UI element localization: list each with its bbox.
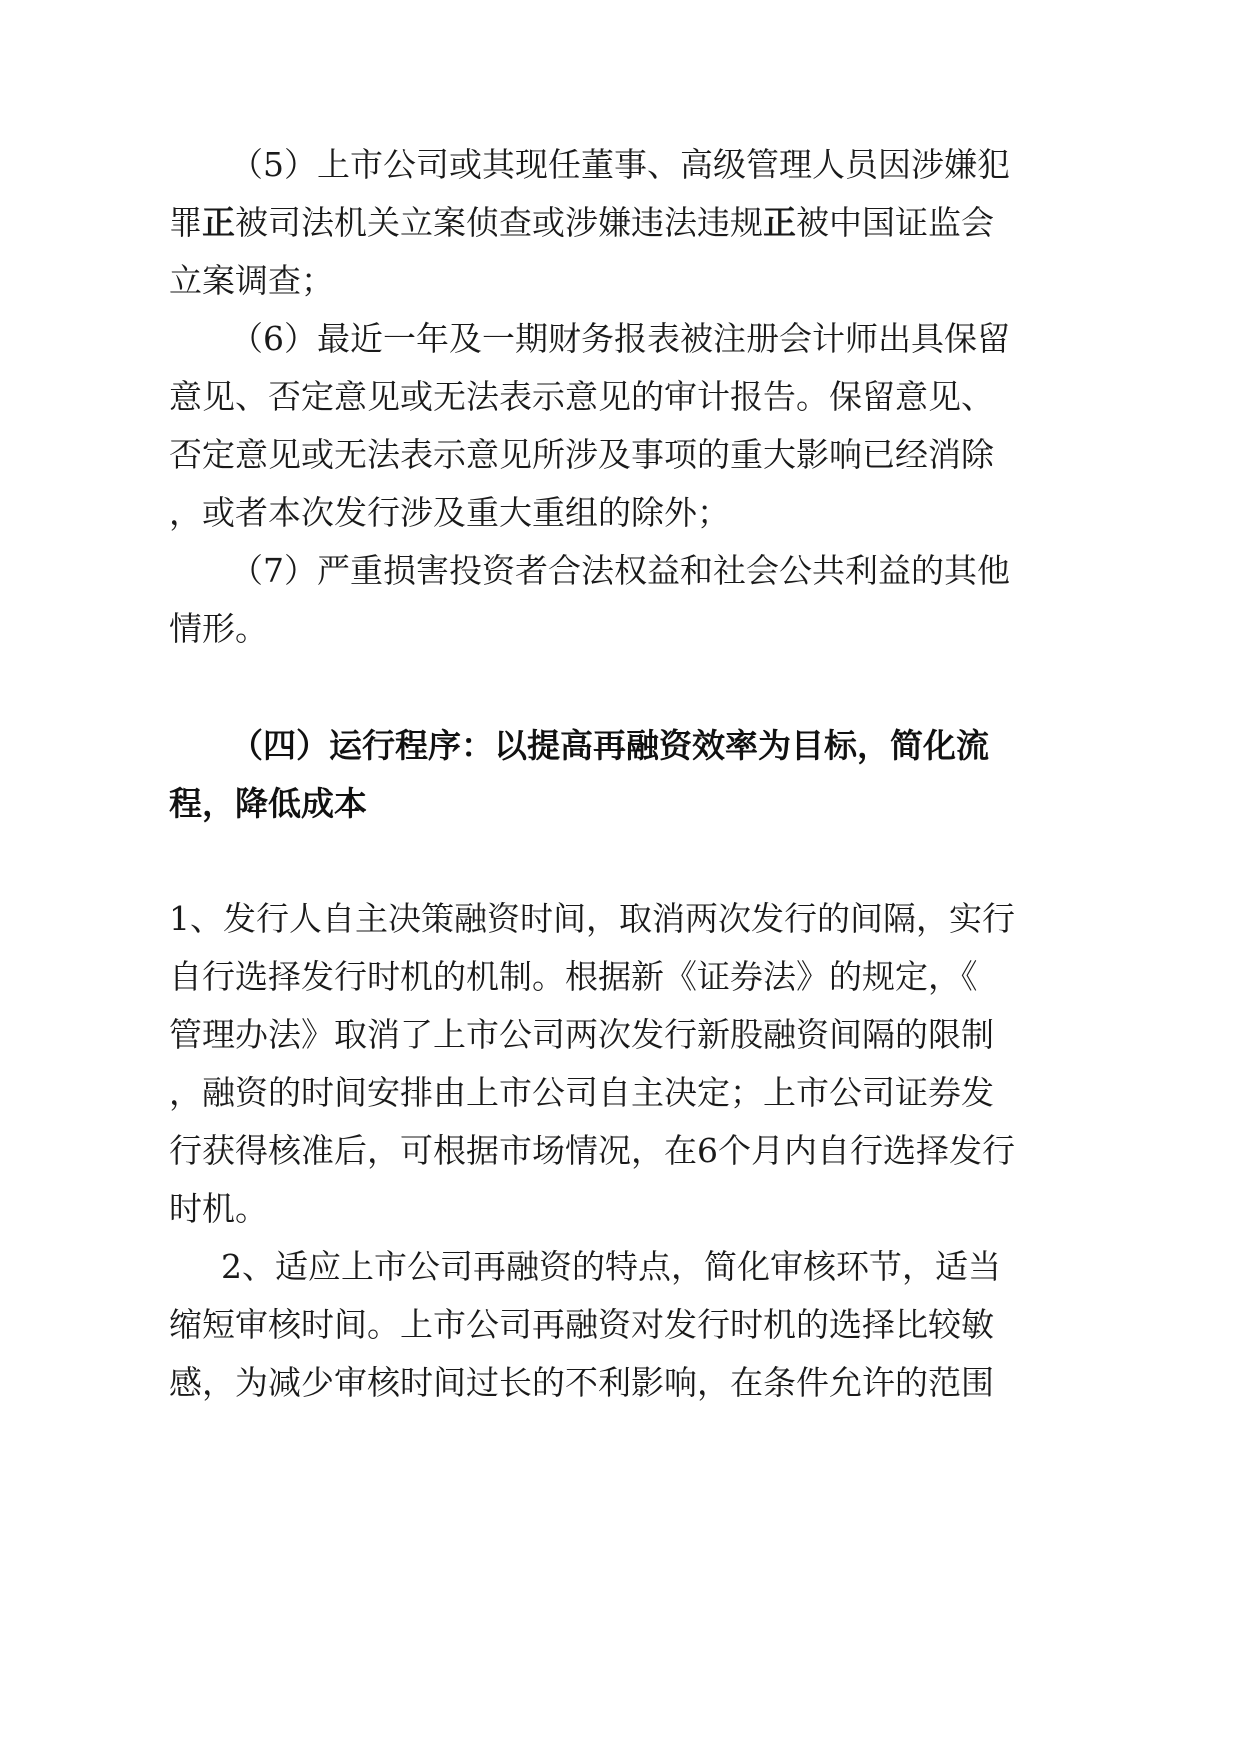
item7-line1: （7）严重损害投资者合法权益和社会公共利益的其他 [230,551,1010,590]
item6-line2: 意见、否定意见或无法表示意见的审计报告。保留意见、 [169,377,994,416]
item5-line2-c: 被司法机关立案侦查或涉嫌违法违规 [235,203,763,242]
point1-line1: 1、发行人自主决策融资时间，取消两次发行的间隔，实行 [169,899,1015,938]
item5-line2-emphasis-1: 正 [202,203,235,242]
point2-line1: 2、适应上市公司再融资的特点，简化审核环节，适当 [221,1247,1001,1286]
point1-line4: ，融资的时间安排由上市公司自主决定；上市公司证券发 [169,1073,994,1112]
point2-line3: 感，为减少审核时间过长的不利影响，在条件允许的范围 [169,1363,994,1402]
item5-line2-emphasis-2: 正 [763,203,796,242]
item5-line2-a: 罪 [169,203,202,242]
item5-line3: 立案调查； [169,261,334,300]
point1-line3: 管理办法》取消了上市公司两次发行新股融资间隔的限制 [169,1015,994,1054]
item6-line4: ，或者本次发行涉及重大重组的除外； [169,493,730,532]
point1-line2: 自行选择发行时机的机制。根据新《证券法》的规定，《 [169,957,978,996]
section-heading-line1: （四）运行程序：以提高再融资效率为目标，简化流 [230,726,989,765]
item6-line3: 否定意见或无法表示意见所涉及事项的重大影响已经消除 [169,435,994,474]
point2-line2: 缩短审核时间。上市公司再融资对发行时机的选择比较敏 [169,1305,994,1344]
item6-line1: （6）最近一年及一期财务报表被注册会计师出具保留 [230,319,1010,358]
item5-line2-e: 被中国证监会 [796,203,994,242]
section-heading-line2: 程，降低成本 [169,784,367,823]
point1-line6: 时机。 [169,1189,268,1228]
item5-line2 [169,203,994,242]
point1-line5: 行获得核准后，可根据市场情况，在6个月内自行选择发行 [169,1131,1015,1170]
item7-line2: 情形。 [169,609,268,648]
item5-line1: （5）上市公司或其现任董事、高级管理人员因涉嫌犯 [230,145,1010,184]
